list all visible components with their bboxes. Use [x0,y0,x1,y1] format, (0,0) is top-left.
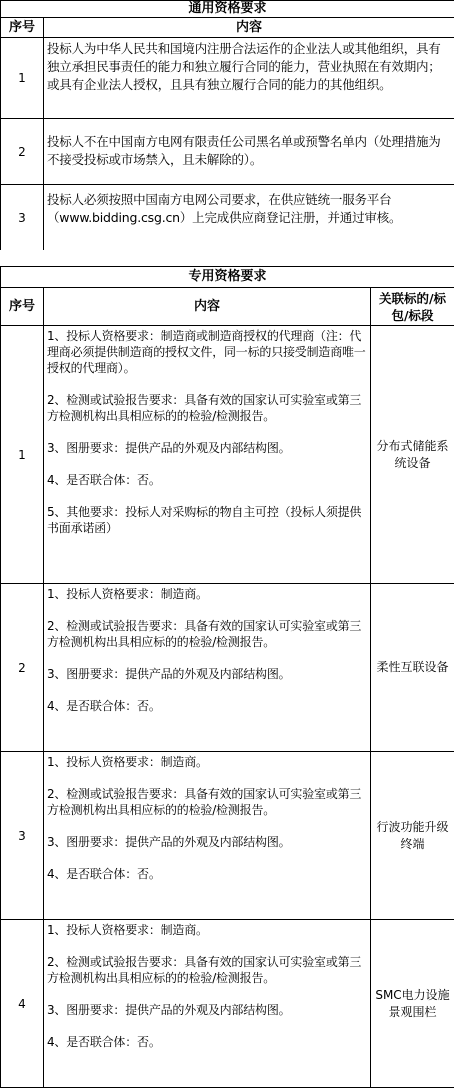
requirement-item: 3、图册要求：提供产品的外观及内部结构图。 [47,666,368,682]
special-table-title: 专用资格要求 [1,267,454,288]
requirement-item: 2、检测或试验报告要求：具备有效的国家认可实验室或第三方检测机构出具相应标的的检验/检测报告。 [47,618,368,650]
requirement-text [44,920,371,1088]
table-spacer [0,250,454,266]
requirement-item: 1、投标人资格要求：制造商或制造商授权的代理商（注：代理商必须提供制造商的授权文件，同一标的只接受制造商唯一授权的代理商）。 [47,328,368,376]
requirement-text [44,584,371,752]
related-lot: 行波功能升级终端 [371,752,454,920]
requirement-item: 1、投标人资格要求：制造商。 [47,586,368,602]
special-header-content: 内容 [44,288,371,326]
related-lot: SMC电力设施景观围栏 [371,920,454,1088]
table-row [1,326,454,584]
table-row [1,752,454,920]
requirement-item: 4、是否联合体：否。 [47,472,368,488]
requirement-item: 5、其他要求：投标人对采购标的物自主可控（投标人须提供书面承诺函） [47,504,368,536]
requirement-text [44,752,371,920]
requirement-text [44,326,371,584]
general-table-title: 通用资格要求 [1,1,454,18]
requirement-item: 4、是否联合体：否。 [47,1034,368,1050]
row-number: 1 [1,326,44,584]
requirement-item: 3、图册要求：提供产品的外观及内部结构图。 [47,1002,368,1018]
special-header-no: 序号 [1,288,44,326]
table-row [1,38,454,119]
requirement-text: 投标人不在中国南方电网有限责任公司黑名单或预警名单内（处理措施为不接受投标或市场禁入，且未解除的）。 [44,119,454,185]
related-lot: 柔性互联设备 [371,584,454,752]
row-number: 2 [1,584,44,752]
table-row [1,185,454,251]
row-number: 3 [1,752,44,920]
table-row [1,920,454,1088]
requirement-item: 3、图册要求：提供产品的外观及内部结构图。 [47,440,368,456]
requirement-item: 1、投标人资格要求：制造商。 [47,754,368,770]
requirement-item: 4、是否联合体：否。 [47,866,368,882]
requirement-item: 2、检测或试验报告要求：具备有效的国家认可实验室或第三方检测机构出具相应标的的检验/检测报告。 [47,786,368,818]
special-requirements-table [0,266,454,1088]
table-row [1,584,454,752]
requirement-item: 1、投标人资格要求：制造商。 [47,922,368,938]
table-row [1,119,454,185]
special-header-related: 关联标的/标包/标段 [371,288,454,326]
general-header-no: 序号 [1,18,44,38]
related-lot: 分布式储能系统设备 [371,326,454,584]
requirement-item: 2、检测或试验报告要求：具备有效的国家认可实验室或第三方检测机构出具相应标的的检验/检测报告。 [47,392,368,424]
requirement-item: 2、检测或试验报告要求：具备有效的国家认可实验室或第三方检测机构出具相应标的的检验/检测报告。 [47,954,368,986]
general-header-content: 内容 [44,18,454,38]
row-number: 4 [1,920,44,1088]
row-number: 3 [1,185,44,251]
general-requirements-table [0,0,454,251]
requirement-text: 投标人必须按照中国南方电网公司要求，在供应链统一服务平台（www.bidding.csg.cn）上完成供应商登记注册，并通过审核。 [44,185,454,251]
requirement-text: 投标人为中华人民共和国境内注册合法运作的企业法人或其他组织，具有独立承担民事责任的能力和独立履行合同的能力，营业执照在有效期内；或具有企业法人授权，且具有独立履行合同的能力的其他组织。 [44,38,454,119]
requirement-item: 4、是否联合体：否。 [47,698,368,714]
row-number: 1 [1,38,44,119]
requirement-item: 3、图册要求：提供产品的外观及内部结构图。 [47,834,368,850]
row-number: 2 [1,119,44,185]
